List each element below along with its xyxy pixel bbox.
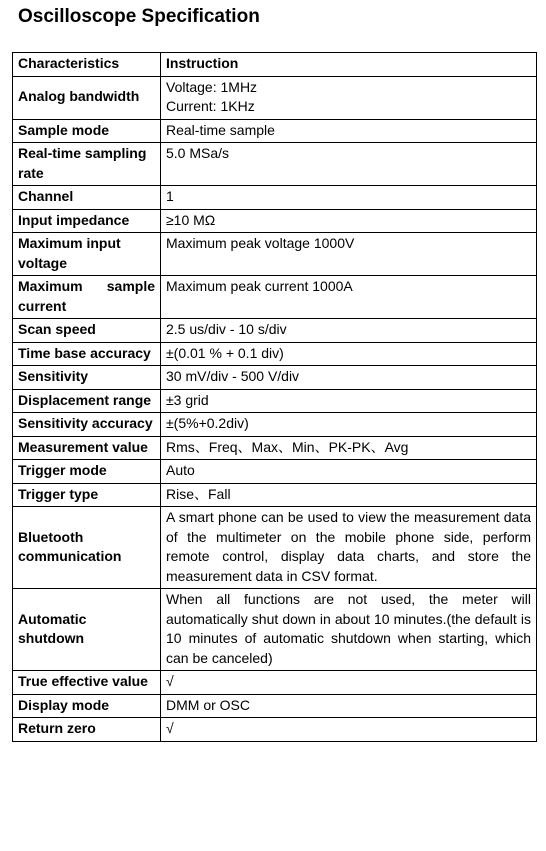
- table-row: [13, 589, 537, 671]
- row-value: DMM or OSC: [161, 694, 537, 718]
- table-row: [13, 483, 537, 507]
- row-key: Displacement range: [13, 389, 161, 413]
- table-row: [13, 718, 537, 742]
- row-key: Maximum sample current: [13, 276, 161, 319]
- row-key: Automatic shutdown: [13, 589, 161, 671]
- table-row: [13, 209, 537, 233]
- row-value: Real-time sample: [161, 119, 537, 143]
- table-row: [13, 694, 537, 718]
- row-key: Analog bandwidth: [13, 76, 161, 119]
- row-value: Maximum peak current 1000A: [161, 276, 537, 319]
- header-characteristics: Characteristics: [13, 53, 161, 77]
- table-row: [13, 276, 537, 319]
- header-instruction: Instruction: [161, 53, 537, 77]
- row-key: Sample mode: [13, 119, 161, 143]
- row-key: Return zero: [13, 718, 161, 742]
- table-row: [13, 76, 537, 119]
- specification-table: [12, 52, 537, 742]
- row-key: Sensitivity accuracy: [13, 413, 161, 437]
- table-row: [13, 671, 537, 695]
- row-key: Channel: [13, 186, 161, 210]
- row-value: 1: [161, 186, 537, 210]
- table-row: [13, 143, 537, 186]
- table-row: [13, 233, 537, 276]
- table-row: [13, 389, 537, 413]
- table-row: [13, 319, 537, 343]
- row-value: When all functions are not used, the meter will automatically shut down in about 10 minutes.(the default is 10 minutes of automatic shutdown when starting, which can be canceled): [161, 589, 537, 671]
- row-value: ±(0.01 % + 0.1 div): [161, 342, 537, 366]
- table-row: [13, 507, 537, 589]
- row-key: Measurement value: [13, 436, 161, 460]
- row-value: [161, 76, 537, 119]
- table-row: [13, 366, 537, 390]
- row-value: √: [161, 671, 537, 695]
- row-key: Time base accuracy: [13, 342, 161, 366]
- row-key: Input impedance: [13, 209, 161, 233]
- table-row: [13, 186, 537, 210]
- row-value: 2.5 us/div - 10 s/div: [161, 319, 537, 343]
- row-key: Maximum input voltage: [13, 233, 161, 276]
- row-key: Display mode: [13, 694, 161, 718]
- row-value: A smart phone can be used to view the measurement data of the multimeter on the mobile phone side, perform remote control, display data charts, and store the measurement data in CSV format.: [161, 507, 537, 589]
- row-value: ±3 grid: [161, 389, 537, 413]
- row-value: Rise、Fall: [161, 483, 537, 507]
- table-row: [13, 460, 537, 484]
- row-value: 5.0 MSa/s: [161, 143, 537, 186]
- row-value: Rms、Freq、Max、Min、PK-PK、Avg: [161, 436, 537, 460]
- row-value-line: Voltage: 1MHz: [166, 78, 258, 95]
- row-key: Scan speed: [13, 319, 161, 343]
- row-key: Trigger type: [13, 483, 161, 507]
- row-key: Trigger mode: [13, 460, 161, 484]
- row-key: Bluetooth communication: [13, 507, 161, 589]
- row-value: Maximum peak voltage 1000V: [161, 233, 537, 276]
- page-title: Oscilloscope Specification: [18, 6, 260, 27]
- row-value: ±(5%+0.2div): [161, 413, 537, 437]
- row-key: Real-time sampling rate: [13, 143, 161, 186]
- row-key: Sensitivity: [13, 366, 161, 390]
- table-row: [13, 413, 537, 437]
- table-row: [13, 436, 537, 460]
- row-value: Auto: [161, 460, 537, 484]
- row-value-line: Current: 1KHz: [166, 98, 255, 114]
- table-row: [13, 119, 537, 143]
- row-value: ≥10 MΩ: [161, 209, 537, 233]
- table-header-row: [13, 53, 537, 77]
- row-key: True effective value: [13, 671, 161, 695]
- row-value: 30 mV/div - 500 V/div: [161, 366, 537, 390]
- table-row: [13, 342, 537, 366]
- row-value: √: [161, 718, 537, 742]
